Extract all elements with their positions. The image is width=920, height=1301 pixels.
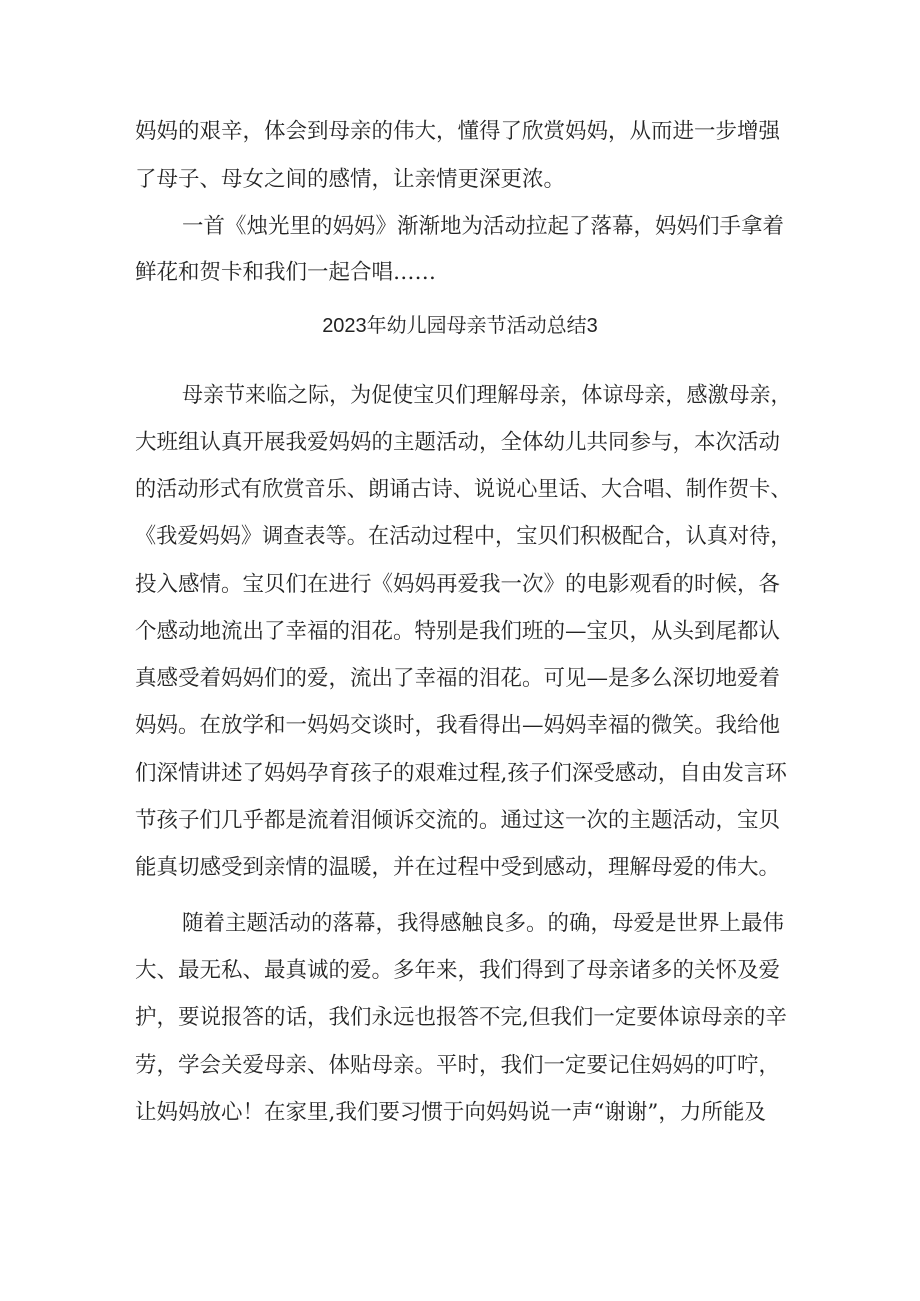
text-line: 劳，学会关爱母亲、体贴母亲。平时，我们一定要记住妈妈的叮咛， xyxy=(135,1053,781,1078)
text-line: 妈妈。在放学和一妈妈交谈时，我看得出—妈妈幸福的微笑。我给他 xyxy=(135,713,781,738)
text-line: 母亲节来临之际，为促使宝贝们理解母亲，体谅母亲，感激母亲， xyxy=(182,383,792,408)
section-heading: 2023年幼儿园母亲节活动总结3 xyxy=(322,315,598,337)
text-line: 鲜花和贺卡和我们一起合唱…… xyxy=(135,260,437,285)
text-line: 能真切感受到亲情的温暖，并在过程中受到感动，理解母爱的伟大。 xyxy=(135,855,781,880)
text-line: 随着主题活动的落幕，我得感触良多。的确，母爱是世界上最伟 xyxy=(182,911,785,936)
text-line: 护，要说报答的话，我们永远也报答不完,但我们一定要体谅母亲的辛 xyxy=(135,1005,787,1030)
text-line: 投入感情。宝贝们在进行《妈妈再爱我一次》的电影观看的时候，各 xyxy=(135,572,781,597)
text-line: 节孩子们几乎都是流着泪倾诉交流的。通过这一次的主题活动，宝贝 xyxy=(135,808,781,833)
text-line: 个感动地流出了幸福的泪花。特别是我们班的—宝贝，从头到尾都认 xyxy=(135,619,781,644)
text-line: 的活动形式有欣赏音乐、朗诵古诗、说说心里话、大合唱、制作贺卡、 xyxy=(135,477,792,502)
text-line: 大、最无私、最真诚的爱。多年来，我们得到了母亲诸多的关怀及爱 xyxy=(135,958,781,983)
text-line: 一首《烛光里的妈妈》渐渐地为活动拉起了落幕，妈妈们手拿着 xyxy=(182,214,785,239)
text-line: 真感受着妈妈们的爱，流出了幸福的泪花。可见—是多么深切地爱着 xyxy=(135,666,781,691)
text-line: 们深情讲述了妈妈孕育孩子的艰难过程,孩子们深受感动，自由发言环 xyxy=(135,761,787,786)
text-line: 《我爱妈妈》调查表等。在活动过程中，宝贝们积极配合，认真对待， xyxy=(135,524,792,549)
text-line: 大班组认真开展我爱妈妈的主题活动，全体幼儿共同参与，本次活动 xyxy=(135,430,781,455)
text-line: 了母子、母女之间的感情，让亲情更深更浓。 xyxy=(135,167,566,192)
text-line: 让妈妈放心！在家里,我们要习惯于向妈妈说一声“谢谢”，力所能及 xyxy=(135,1100,766,1125)
text-line: 妈妈的艰辛，体会到母亲的伟大，懂得了欣赏妈妈，从而进一步增强 xyxy=(135,119,781,144)
